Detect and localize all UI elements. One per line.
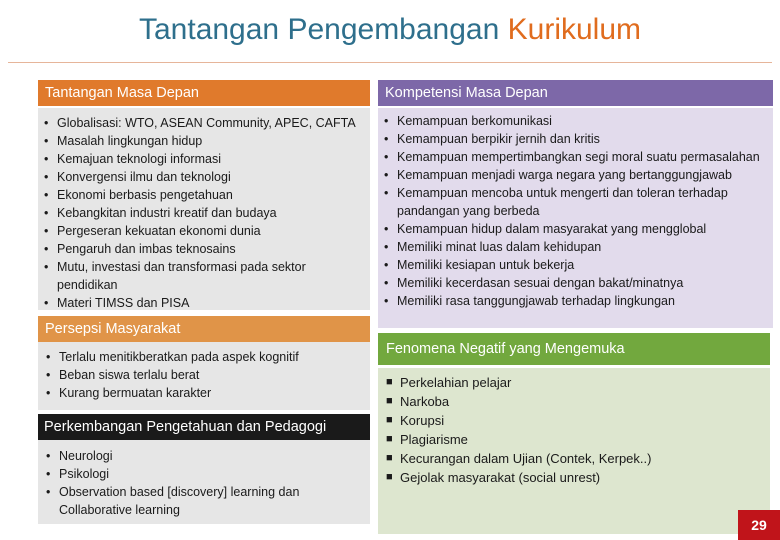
list-item [382,166,769,184]
square-bullet-icon: ■ [386,376,393,388]
list-item-text: Neurologi [59,449,113,463]
bullet-icon: • [44,206,49,220]
list-item-text: Terlalu menitikberatkan pada aspek kognitif [59,350,299,364]
list-item-text: Perkelahian pelajar [400,375,512,390]
list-item-text: Kurang bermuatan karakter [59,386,212,400]
tantangan-header: Tantangan Masa Depan [38,80,370,106]
persepsi-box [38,342,370,410]
list-item-text: Kemajuan teknologi informasi [57,152,221,166]
list-item [386,373,766,392]
bullet-icon: • [44,116,49,130]
list-item-text: Memiliki kesiapan untuk bekerja [397,258,575,272]
list-item [42,222,366,240]
kompetensi-list [382,112,769,310]
list-item-text: Kemampuan mempertimbangkan segi moral suatu permasalahan [397,150,760,164]
bullet-icon: • [46,467,51,481]
list-item [42,132,366,150]
list-item [42,114,366,132]
bullet-icon: • [46,449,51,463]
list-item-text: Pergeseran kekuatan ekonomi dunia [57,224,261,238]
square-bullet-icon: ■ [386,452,393,464]
list-item-text: Konvergensi ilmu dan teknologi [57,170,231,184]
list-item [386,392,766,411]
list-item-text: Gejolak masyarakat (social unrest) [400,470,601,485]
list-item-text: Kebangkitan industri kreatif dan budaya [57,206,277,220]
bullet-icon: • [44,134,49,148]
perkembangan-header: Perkembangan Pengetahuan dan Pedagogi [38,414,370,440]
list-item [386,411,766,430]
fenomena-box [378,368,770,534]
page-number: 29 [738,510,780,540]
square-bullet-icon: ■ [386,395,393,407]
list-item [42,150,366,168]
list-item [44,483,366,519]
bullet-icon: • [46,485,51,499]
kompetensi-box [378,108,773,328]
bullet-icon: • [44,188,49,202]
bullet-icon: • [44,152,49,166]
fenomena-header: Fenomena Negatif yang Mengemuka [378,333,770,365]
list-item [382,112,769,130]
perkembangan-box [38,440,370,524]
list-item-text: Narkoba [400,394,450,409]
persepsi-header: Persepsi Masyarakat [38,316,370,342]
list-item [44,348,366,366]
slide-title [0,10,780,50]
bullet-icon: • [384,222,389,236]
list-item [42,168,366,186]
perkembangan-list [44,447,366,519]
bullet-icon: • [384,294,389,308]
bullet-icon: • [46,368,51,382]
bullet-icon: • [44,296,49,310]
bullet-icon: • [44,242,49,256]
bullet-icon: • [384,132,389,146]
list-item-text: Memiliki minat luas dalam kehidupan [397,240,602,254]
tantangan-list [42,114,366,312]
list-item [42,204,366,222]
list-item-text: Ekonomi berbasis pengetahuan [57,188,233,202]
list-item-text: Psikologi [59,467,110,481]
list-item-text: Globalisasi: WTO, ASEAN Community, APEC, CAFTA [57,116,356,130]
list-item [382,148,769,166]
list-item [42,186,366,204]
list-item [382,184,769,220]
list-item-text: Memiliki rasa tanggungjawab terhadap lingkungan [397,294,675,308]
bullet-icon: • [384,168,389,182]
list-item [42,294,366,312]
list-item [382,130,769,148]
kompetensi-header: Kompetensi Masa Depan [378,80,773,106]
list-item [44,465,366,483]
list-item-text: Mutu, investasi dan transformasi pada sektor pendidikan [57,260,306,292]
list-item-text: Kemampuan berkomunikasi [397,114,552,128]
square-bullet-icon: ■ [386,414,393,426]
bullet-icon: • [44,170,49,184]
list-item [44,447,366,465]
list-item [42,258,366,294]
list-item-text: Kecurangan dalam Ujian (Contek, Kerpek..) [400,451,652,466]
list-item [382,256,769,274]
list-item-text: Beban siswa terlalu berat [59,368,200,382]
list-item [44,366,366,384]
fenomena-list [386,373,766,487]
list-item [382,292,769,310]
bullet-icon: • [384,186,389,200]
list-item-text: Materi TIMSS dan PISA [57,296,190,310]
square-bullet-icon: ■ [386,471,393,483]
list-item-text: Plagiarisme [400,432,468,447]
title-part2: Kurikulum [507,13,642,46]
list-item [382,220,769,238]
list-item [44,384,366,402]
list-item-text: Kemampuan menjadi warga negara yang bertanggungjawab [397,168,732,182]
list-item-text: Kemampuan berpikir jernih dan kritis [397,132,600,146]
bullet-icon: • [46,350,51,364]
bullet-icon: • [384,258,389,272]
list-item-text: Kemampuan hidup dalam masyarakat yang mengglobal [397,222,707,236]
title-divider [8,62,772,63]
bullet-icon: • [44,260,49,274]
list-item-text: Memiliki kecerdasan sesuai dengan bakat/minatnya [397,276,684,290]
list-item-text: Pengaruh dan imbas teknosains [57,242,236,256]
tantangan-box [38,108,370,310]
list-item [386,430,766,449]
list-item-text: Kemampuan mencoba untuk mengerti dan toleran terhadap pandangan yang berbeda [397,186,728,218]
persepsi-list [44,348,366,402]
title-part1: Tantangan Pengembangan [138,13,500,46]
list-item-text: Masalah lingkungan hidup [57,134,203,148]
list-item [382,238,769,256]
list-item [386,468,766,487]
bullet-icon: • [46,386,51,400]
bullet-icon: • [384,276,389,290]
bullet-icon: • [44,224,49,238]
bullet-icon: • [384,150,389,164]
square-bullet-icon: ■ [386,433,393,445]
bullet-icon: • [384,114,389,128]
list-item [382,274,769,292]
bullet-icon: • [384,240,389,254]
list-item-text: Korupsi [400,413,445,428]
list-item [42,240,366,258]
list-item [386,449,766,468]
list-item-text: Observation based [discovery] learning dan Collaborative learning [59,485,300,517]
